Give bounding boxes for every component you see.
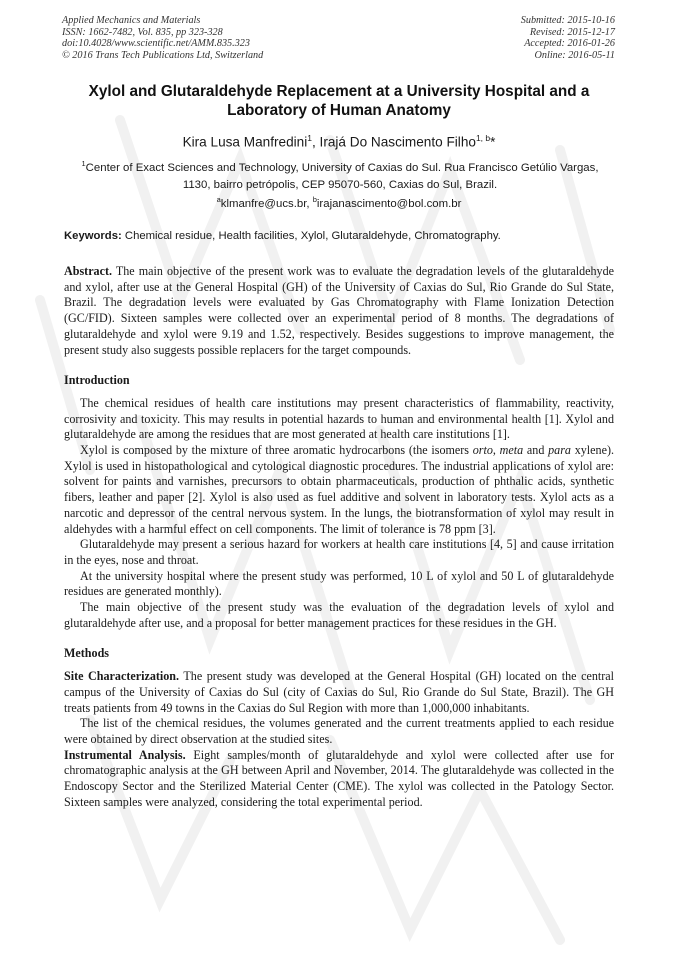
- site-characterization-text: The present study was developed at the General Hospital (GH) located on the central campus of the University of Caxias do Sul (city of Caxias do Sul, Rio Grande do Sul State, Brazil). The GH treats patients from 49 towns in the Caxias do Sul Region with more than 1,000,000 inhabitants.: [64, 669, 614, 715]
- header-right: [521, 15, 615, 61]
- instrumental-analysis-label: Instrumental Analysis.: [64, 747, 186, 762]
- site-characterization-paragraph: [64, 669, 614, 716]
- email-separator: ,: [306, 197, 313, 210]
- affiliation: [70, 155, 610, 195]
- abstract-paragraph: [64, 264, 614, 358]
- doi-line[interactable]: doi:10.4028/www.scientific.net/AMM.835.323: [62, 38, 250, 50]
- author-2-affil: 1, b: [475, 133, 491, 143]
- introduction-heading: Introduction: [64, 373, 130, 388]
- intro-paragraph-5: The main objective of the present study was the evaluation of the degradation levels of xylol and glutaraldehyde after use, and a proposal for better management practices for these residues in the GH.: [64, 600, 614, 630]
- journal-header: [62, 15, 615, 63]
- abstract-label: Abstract.: [64, 264, 113, 278]
- author-1-affil: 1: [307, 133, 312, 143]
- keywords: [64, 229, 616, 244]
- author-2: Irajá Do Nascimento Filho: [319, 134, 476, 150]
- journal-name: Applied Mechanics and Materials: [62, 15, 201, 26]
- abstract-text: The main objective of the present work was to evaluate the degradation levels of the glutaraldehyde and xylol, after use at the General Hospital (GH) of the University of Caxias do Sul, Rio Grande do Sul State, Brazil. The degradation levels were evaluated by Gas Chromatography with Flame Ionization Detection (GC/FID). Sixteen samples were collected over an experimental period of 8 months. The degradations of glutaraldehyde and xylol were 9.19 and 1.52, respectively. Besides suggestions to improve management, the present study also suggests possible replacers for the target compounds.: [64, 264, 614, 357]
- intro-paragraph-4: At the university hospital where the present study was performed, 10 L of xylol and 50 L of glutaraldehyde residues are generated monthly).: [64, 568, 614, 599]
- email-b[interactable]: irajanascimento@bol.com.br: [316, 197, 462, 210]
- intro-paragraph-2: [64, 443, 614, 537]
- author-emails: [62, 192, 616, 212]
- paper-title: Xylol and Glutaraldehyde Replacement at a University Hospital and a Laboratory of Human Anatomy: [88, 83, 590, 119]
- intro-p2-text-c: and: [523, 443, 549, 458]
- methods-paragraph-2: The list of the chemical residues, the volumes generated and the current treatments applied to each residue were obtained by direct observation at the studied sites.: [64, 716, 614, 746]
- instrumental-analysis-text: Eight samples/month of glutaraldehyde and xylol were collected after use for chromatographic analysis at the GH between April and November, 2014. The glutaraldehyde was collected in the Endoscopy Sector and the Sterilized Material Center (CME). The xylol was collected in the Patology Sector. Sixteen samples were analyzed, considering the total experimental period.: [64, 747, 614, 809]
- intro-paragraph-3: Glutaraldehyde may present a serious hazard for workers at health care institutions [4, 5] and cause irritation in the eyes, nose and throat.: [64, 537, 614, 567]
- keywords-label: Keywords:: [64, 230, 122, 242]
- corresponding-mark: *: [490, 134, 496, 150]
- intro-p2-text-a: Xylol is composed by the mixture of three aromatic hydrocarbons (the isomers: [80, 443, 473, 458]
- email-a-sup: a: [216, 195, 221, 204]
- submitted-date: Submitted: 2015-10-16: [520, 15, 615, 26]
- intro-p2-text-d: xylene). Xylol is used in histopathological and cytological diagnostic procedures. The industrial applications of xylol are: solvent for paints and varnishes, precursors to obtain pharmaceuticals, production of phthalic acids, synthetic fibers, leather and paper [2]. Xylol is also used as fuel additive and solvent in laboratory tests. Xylol acts as a narcotic and depressor of the central nervous system. In the lungs, the biotransformation of xylol may result in aldehydes with a harmful effect on cell components. The limit of tolerance is 78 ppm [3].: [64, 443, 615, 536]
- isomer-meta: meta: [499, 443, 524, 458]
- isomer-orto: orto: [472, 443, 493, 458]
- accepted-date: Accepted: 2016-01-26: [524, 38, 615, 50]
- copyright-line: © 2016 Trans Tech Publications Ltd, Switzerland: [62, 49, 264, 61]
- paper-body: [64, 264, 614, 811]
- keywords-text: Chemical residue, Health facilities, Xylol, Glutaraldehyde, Chromatography.: [121, 230, 501, 242]
- affiliation-text: Center of Exact Sciences and Technology, University of Caxias do Sul. Rua Francisco Getúlio Vargas, 1130, bairro petrópolis, CEP 95070-560, Caxias do Sul, Brazil.: [85, 161, 599, 192]
- header-left: [62, 15, 263, 61]
- affiliation-number: 1: [81, 159, 86, 168]
- site-characterization-label: Site Characterization.: [64, 669, 180, 684]
- methods-heading: Methods: [64, 646, 110, 661]
- intro-paragraph-1: The chemical residues of health care institutions may present characteristics of flammability, reactivity, corrosivity and toxicity. This may results in potential hazards to human and environmental health [1]. Xylol and glutaraldehyde are among the residues that are most generated at health care institutions [1].: [64, 395, 614, 442]
- email-b-sup: b: [312, 195, 317, 204]
- isomer-para: para: [548, 443, 571, 458]
- author-1: Kira Lusa Manfredini: [182, 134, 308, 150]
- issn-line: ISSN: 1662-7482, Vol. 835, pp 323-328: [62, 26, 223, 38]
- revised-date: Revised: 2015-12-17: [529, 26, 615, 38]
- author-separator: ,: [311, 134, 320, 150]
- online-date: Online: 2016-05-11: [534, 49, 615, 61]
- email-a[interactable]: klmanfre@ucs.br: [220, 197, 307, 210]
- instrumental-analysis-paragraph: [64, 748, 614, 811]
- author-list: [62, 130, 616, 151]
- intro-p2-text-b: ,: [492, 443, 500, 458]
